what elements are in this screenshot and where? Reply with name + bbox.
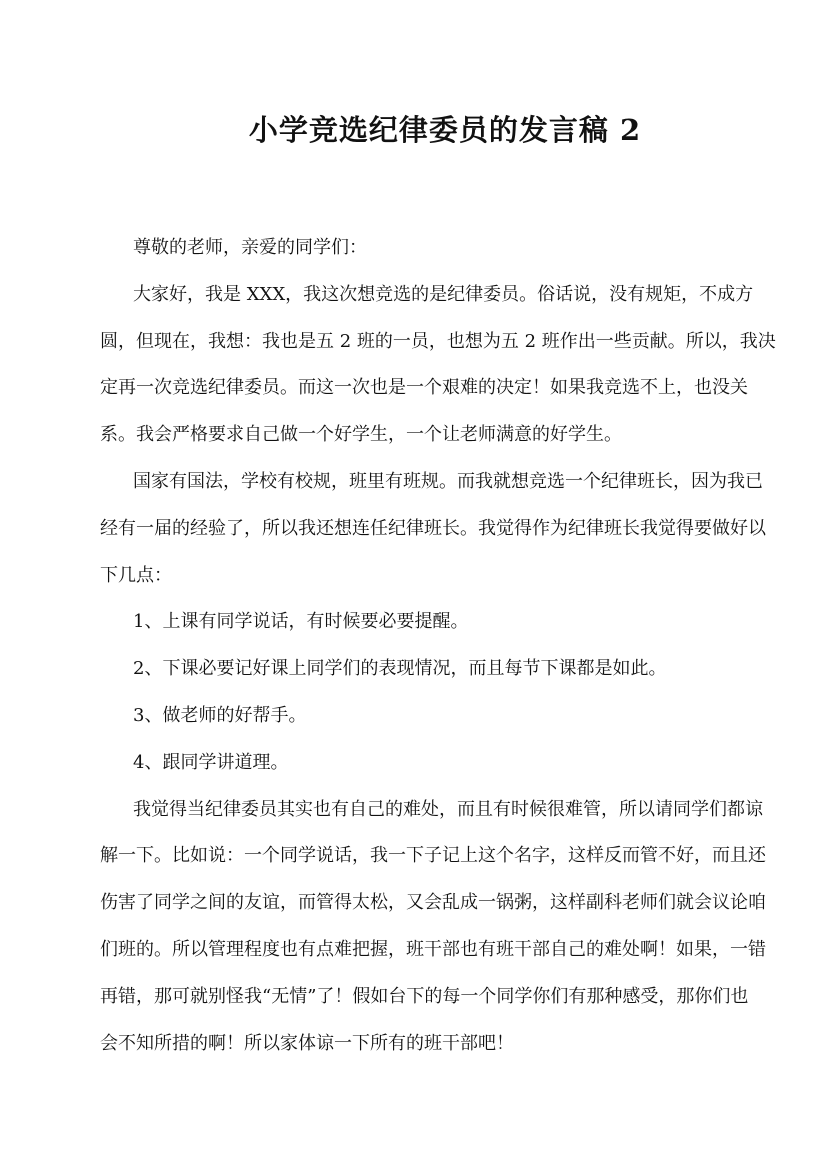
paragraph-line: 再错，那可就别怪我“无情”了！假如台下的每一个同学你们有那种感受，那你们也 [100, 985, 749, 1007]
paragraph [100, 225, 733, 272]
document-body [100, 225, 776, 1067]
paragraph-line: 2、下课必要记好课上同学们的表现情况，而且每节下课都是如此。 [133, 658, 667, 680]
paragraph-line: 会不知所措的啊！所以家体谅一下所有的班干部吧！ [100, 1032, 514, 1054]
paragraph [100, 646, 733, 693]
paragraph-line: 4、跟同学讲道理。 [133, 751, 289, 773]
paragraph-line: 伤害了同学之间的友谊，而管得太松，又会乱成一锅粥，这样副科老师们就会议论咱 [100, 892, 766, 914]
paragraph [100, 459, 766, 599]
paragraph-line: 们班的。所以管理程度也有点难把握，班干部也有班干部自己的难处啊！如果，一错 [100, 938, 766, 960]
paragraph-line: 1、上课有同学说话，有时候要必要提醒。 [133, 611, 469, 633]
paragraph [100, 693, 733, 740]
paragraph-line: 解一下。比如说：一个同学说话，我一下子记上这个名字，这样反而管不好，而且还 [100, 845, 766, 867]
paragraph-line: 圆，但现在，我想：我也是五 2 班的一员，也想为五 2 班作出一些贡献。所以，我决 [100, 330, 776, 352]
paragraph-line: 经有一届的经验了，所以我还想连任纪律班长。我觉得作为纪律班长我觉得要做好以 [100, 517, 766, 539]
paragraph-line: 我觉得当纪律委员其实也有自己的难处，而且有时候很难管，所以请同学们都谅 [133, 798, 763, 820]
paragraph [100, 740, 733, 787]
paragraph [100, 272, 776, 459]
paragraph-line: 尊敬的老师，亲爱的同学们： [133, 237, 367, 258]
paragraph-line: 系。我会严格要求自己做一个好学生，一个让老师满意的好学生。 [100, 424, 622, 446]
paragraph-line: 国家有国法，学校有校规，班里有班规。而我就想竞选一个纪律班长，因为我已 [133, 470, 763, 492]
paragraph-line: 下几点： [100, 564, 172, 586]
paragraph [100, 787, 766, 1068]
paragraph-line: 大家好，我是 XXX，我这次想竞选的是纪律委员。俗话说，没有规矩，不成方 [133, 283, 754, 305]
document-title: 小学竞选纪律委员的发言稿 2 [248, 113, 642, 147]
paragraph-line: 3、做老师的好帮手。 [133, 704, 307, 726]
paragraph [100, 599, 733, 646]
paragraph-line: 定再一次竞选纪律委员。而这一次也是一个艰难的决定！如果我竞选不上，也没关 [100, 377, 748, 399]
